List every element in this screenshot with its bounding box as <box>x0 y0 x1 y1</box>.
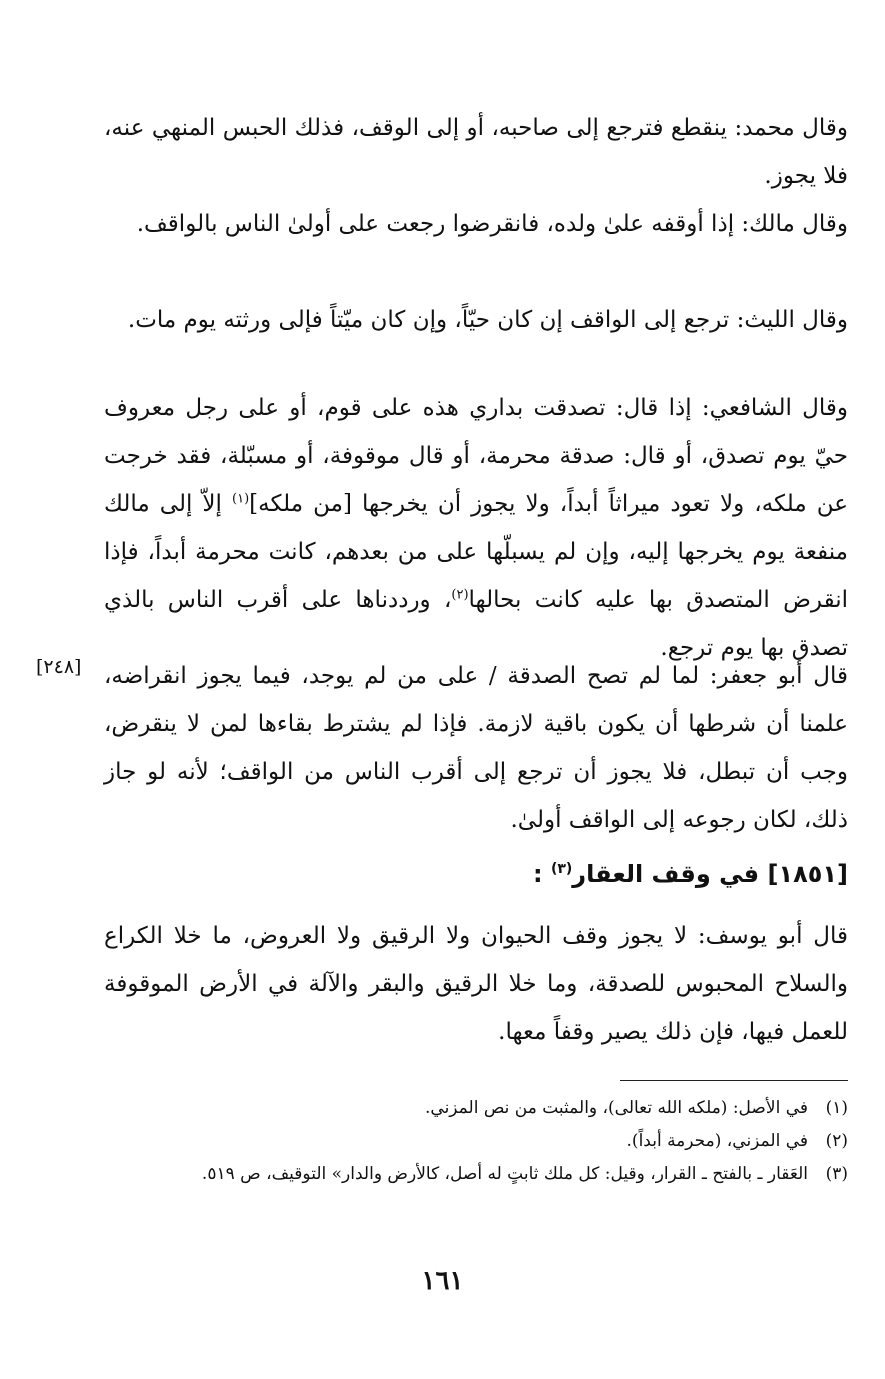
page-number: ١٦١ <box>421 1266 464 1296</box>
footnote-number: (٣) <box>825 1164 848 1184</box>
footnote-text: العَقار ـ بالفتح ـ القرار، وقيل: كل ملك ثابتٍ له أصل، كالأرض والدار» التوقيف، ص ٥١٩. <box>201 1164 808 1184</box>
paragraph-text: إلاّ إلى مالك منفعة يوم يخرجها إليه، وإن لم يسبلّها على من بعدهم، كانت محرمة أبداً، فإذا انقرض المتصدق بها عليه كانت بحالها <box>104 491 849 613</box>
heading-colon: : <box>532 860 543 888</box>
margin-page-reference: [٢٤٨] <box>36 656 82 678</box>
footnote-number: (٢) <box>825 1131 848 1151</box>
footnote-3 <box>104 1158 848 1191</box>
footnote-ref-2[interactable]: (٢) <box>451 587 469 603</box>
paragraph-text: وقال الليث: ترجع إلى الواقف إن كان حيّاً، وإن كان ميّتاً فإلى ورثته يوم مات. <box>127 307 848 333</box>
paragraph-text: وقال مالك: إذا أوقفه علىٰ ولده، فانقرضوا رجعت على أولىٰ الناس بالواقف. <box>136 211 848 237</box>
footnote-text: في المزني، (محرمة أبداً). <box>626 1131 808 1151</box>
footnote-text: في الأصل: (ملكه الله تعالى)، والمثبت من نص المزني. <box>425 1098 808 1118</box>
paragraph-text: ، ورددناها على أقرب الناس بالذي تصدق بها يوم ترجع. <box>104 587 848 661</box>
footnotes <box>104 1092 848 1191</box>
paragraph-shafii <box>104 384 848 672</box>
paragraph-text: وقال محمد: ينقطع فترجع إلى صاحبه، أو إلى الوقف، فذلك الحبس المنهي عنه، فلا يجوز. <box>104 115 848 189</box>
paragraph-malik <box>104 200 848 248</box>
footnote-ref-1[interactable]: (١) <box>232 491 250 507</box>
paragraph-layth <box>104 296 848 344</box>
paragraph-abu-yusuf <box>104 912 848 1056</box>
heading-text: [١٨٥١] في وقف العقار <box>572 860 848 888</box>
paragraph-muhammad <box>104 104 848 200</box>
paragraph-text: وقال الشافعي: إذا قال: تصدقت بداري هذه على قوم، أو على رجل معروف حيّ يوم تصدق، أو قال: صدقة محرمة، أو قال موقوفة، أو مسبّلة، فقد خرجت عن ملكه، ولا تعود ميراثاً أبداً، ولا يجوز أن يخرجها [من ملكه] <box>104 395 848 517</box>
footnote-divider <box>620 1080 848 1081</box>
paragraph-abu-jafar <box>104 652 848 844</box>
footnote-ref-3[interactable]: (٣) <box>550 861 573 877</box>
paragraph-text: قال أبو جعفر: لما لم تصح الصدقة / على من لم يوجد، فيما يجوز انقراضه، علمنا أن شرطها أن يكون باقية لازمة. فإذا لم يشترط بقاءها لمن لا ينقرض، وجب أن تبطل، فلا يجوز أن ترجع إلى أقرب الناس من الواقف؛ لأنه لو جاز ذلك، لكان رجوعه إلى الواقف أولىٰ. <box>104 663 848 833</box>
footnote-2 <box>104 1125 848 1158</box>
footnote-number: (١) <box>825 1098 848 1118</box>
paragraph-text: قال أبو يوسف: لا يجوز وقف الحيوان ولا الرقيق ولا العروض، ما خلا الكراع والسلاح المحبوس للصدقة، وما خلا الرقيق والبقر والآلة في الأرض الموقوفة للعمل فيها، فإن ذلك يصير وقفاً معها. <box>104 923 848 1045</box>
footnote-1 <box>104 1092 848 1125</box>
section-heading <box>104 850 848 898</box>
